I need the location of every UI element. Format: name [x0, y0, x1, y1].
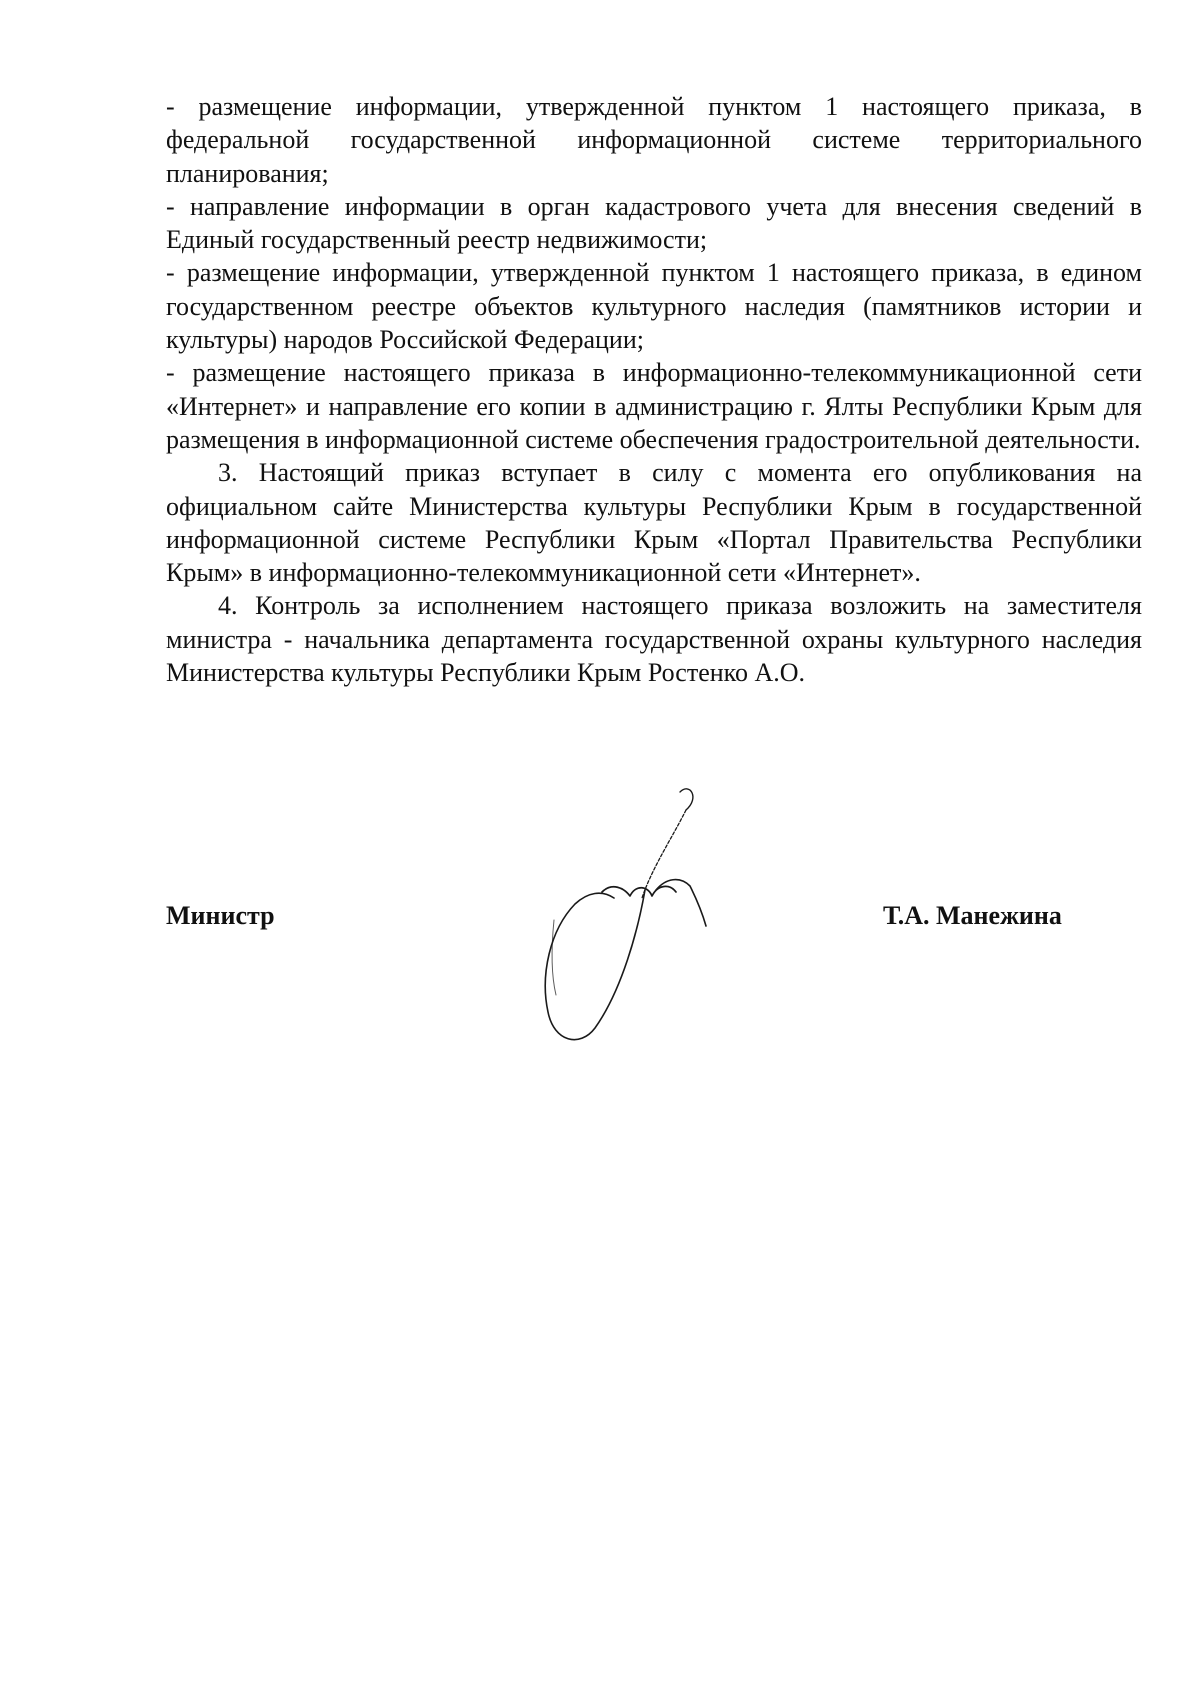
list-item-fgis-tp: - размещение информации, утвержденной пунктом 1 настоящего приказа, в федеральной государственной информационной системе территориального планирования; — [166, 92, 1142, 188]
list-item-heritage-registry: - размещение информации, утвержденной пунктом 1 настоящего приказа, в едином государственном реестре объектов культурного наследия (памятников истории и культуры) народов Российской Федерации; — [166, 258, 1142, 355]
handwritten-signature — [540, 780, 760, 1060]
signer-name: Т.А. Манежина — [883, 901, 1062, 930]
list-item-internet-publication: - размещение настоящего приказа в информационно-телекоммуникационной сети «Интернет» и направление его копии в администрацию г. Ялты Республики Крым для размещения в информационной системе обеспечения градостроительной деятельности. — [166, 358, 1142, 454]
list-item-egrn: - направление информации в орган кадастрового учета для внесения сведений в Единый государственный реестр недвижимости; — [166, 191, 1142, 255]
signer-position: Министр — [166, 901, 275, 930]
clause-4: 4. Контроль за исполнением настоящего приказа возложить на заместителя министра - начальника департамента государственной охраны культурного наследия Министерства культуры Республики Крым Ростенко А.О. — [166, 591, 1142, 688]
document-body — [166, 90, 1142, 689]
clause-3: 3. Настоящий приказ вступает в силу с момента его опубликования на официальном сайте Министерства культуры Республики Крым в государственной информационной системе Республики Крым «Портал Правительства Республики Крым» в информационно-телекоммуникационной сети «Интернет». — [166, 458, 1142, 588]
